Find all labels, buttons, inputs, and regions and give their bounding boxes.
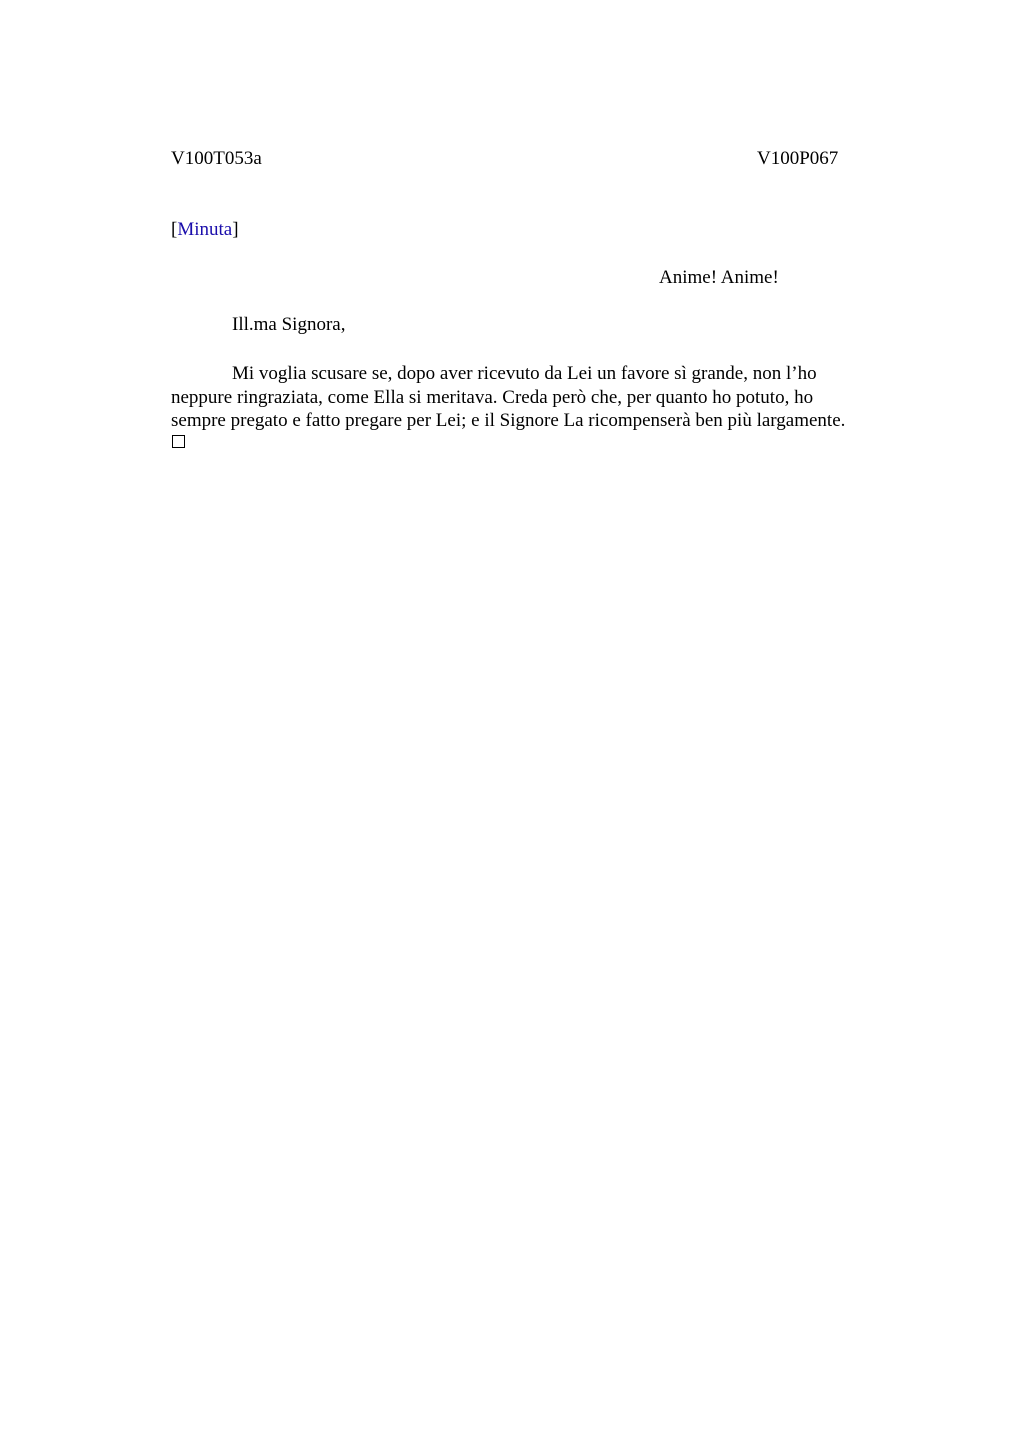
empty-square-icon — [172, 435, 185, 448]
body-line: neppure ringraziata, come Ella si meritava. Creda però che, per quanto ho potuto, ho — [171, 386, 814, 408]
close-bracket: ] — [232, 219, 239, 240]
body-line: sempre pregato e fatto pregare per Lei; e il Signore La ricompenserà ben più largamente. — [171, 410, 846, 431]
motto: Anime! Anime! — [659, 267, 779, 288]
letter-body — [171, 362, 911, 433]
page-code: V100P067 — [757, 148, 839, 169]
document-code: V100T053a — [171, 148, 262, 169]
minuta-link[interactable]: Minuta — [177, 219, 233, 240]
minuta-heading — [171, 220, 239, 239]
body-line: Mi voglia scusare se, dopo aver ricevuto da Lei un favore sì grande, non l’ho — [232, 363, 817, 384]
open-bracket: [ — [171, 219, 178, 240]
salutation: Ill.ma Signora, — [232, 314, 346, 335]
